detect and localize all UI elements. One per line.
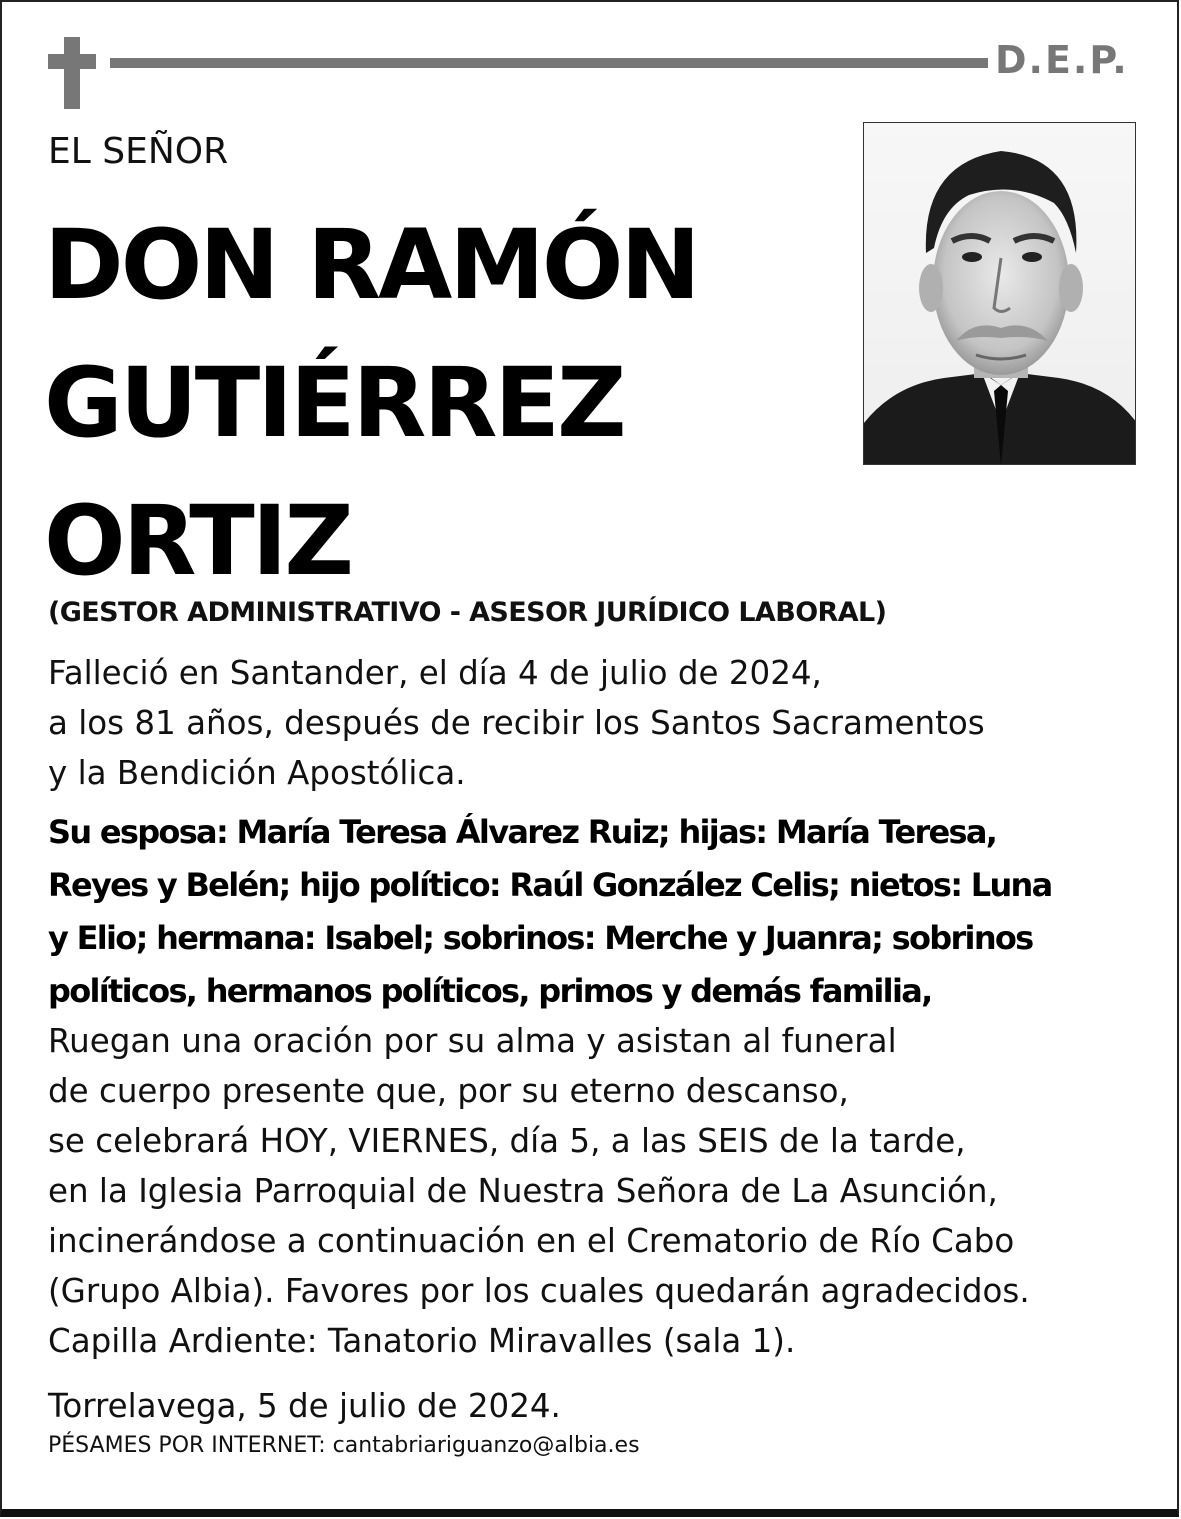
condolences-label: PÉSAMES POR INTERNET: [48,1433,326,1458]
place-date: Torrelavega, 5 de julio de 2024. [48,1387,561,1425]
name-line: ORTIZ [44,485,352,597]
text-line: políticos, hermanos políticos, primos y demás familia, [48,972,932,1010]
text-line: de cuerpo presente que, por su eterno descanso, [48,1072,849,1110]
name-line: DON RAMÓN [44,209,698,321]
text-line: Su esposa: María Teresa Álvarez Ruiz; hijas: María Teresa, [48,813,997,851]
death-announcement [48,648,985,798]
header-rule [110,58,988,68]
profession: (GESTOR ADMINISTRATIVO - ASESOR JURÍDICO LABORAL) [48,597,887,628]
dep-mark: D.E.P. [995,38,1129,82]
condolences-line [48,1432,640,1460]
funeral-details [48,1016,1030,1366]
text-line: a los 81 años, después de recibir los Santos Sacramentos [48,704,985,742]
cross-icon-arm [48,54,96,69]
family-list [48,806,1052,1018]
text-line: en la Iglesia Parroquial de Nuestra Señora de La Asunción, [48,1172,998,1210]
text-line: se celebrará HOY, VIERNES, día 5, a las SEIS de la tarde, [48,1122,966,1160]
portrait-photo [863,122,1136,465]
text-line: y Elio; hermana: Isabel; sobrinos: Merche y Juanra; sobrinos [48,919,1033,957]
deceased-name [44,196,698,610]
name-line: GUTIÉRREZ [44,347,624,459]
text-line: Ruegan una oración por su alma y asistan al funeral [48,1022,897,1060]
text-line: Capilla Ardiente: Tanatorio Miravalles (sala 1). [48,1322,796,1360]
text-line: y la Bendición Apostólica. [48,754,466,792]
text-line: Falleció en Santander, el día 4 de julio de 2024, [48,654,822,692]
cross-icon [64,37,80,109]
text-line: (Grupo Albia). Favores por los cuales quedarán agradecidos. [48,1272,1030,1310]
text-line: Reyes y Belén; hijo político: Raúl González Celis; nietos: Luna [48,866,1052,904]
honorific: EL SEÑOR [48,131,229,172]
text-line: incinerándose a continuación en el Crematorio de Río Cabo [48,1222,1015,1260]
condolences-email[interactable]: cantabriariguanzo@albia.es [332,1433,640,1458]
